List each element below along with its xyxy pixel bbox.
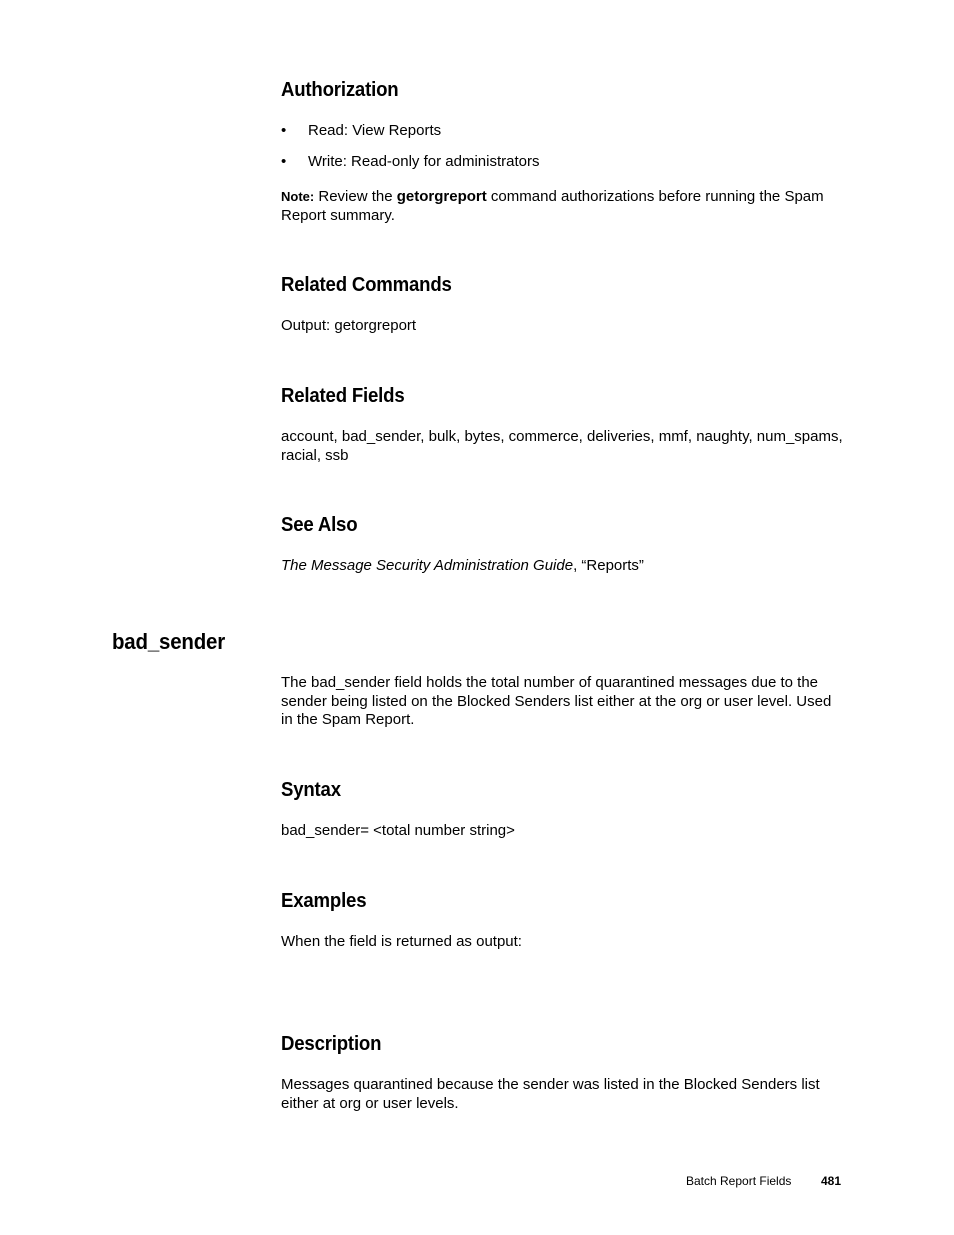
see-also-heading: See Also: [281, 514, 358, 536]
description-heading: Description: [281, 1033, 382, 1055]
bullet-icon: •: [281, 153, 287, 170]
related-commands-heading: Related Commands: [281, 274, 452, 296]
page-number: 481: [821, 1174, 842, 1188]
authorization-heading: Authorization: [281, 79, 399, 101]
note-label: Note:: [281, 189, 315, 204]
syntax-heading: Syntax: [281, 779, 341, 801]
footer-section-title: Batch Report Fields: [686, 1174, 792, 1188]
examples-text: When the field is returned as output:: [281, 933, 522, 950]
syntax-text: bad_sender= <total number string>: [281, 822, 515, 839]
bad-sender-description: The bad_sender field holds the total number of quarantined messages due to the sender being listed on the Blocked Senders list either at the org or user level. Used in the Spam Report.: [281, 674, 832, 728]
see-also-text: [281, 557, 846, 576]
bullet-text: Write: Read-only for administrators: [308, 153, 540, 170]
authorization-note: [281, 188, 846, 225]
examples-heading: Examples: [281, 890, 367, 912]
guide-title: The Message Security Administration Guide: [281, 557, 574, 574]
note-command: getorgreport: [396, 188, 487, 205]
bullet-icon: •: [281, 122, 287, 139]
see-also-rest: , “Reports”: [573, 557, 644, 574]
note-text-pre: Review the: [314, 188, 397, 205]
related-fields-text: account, bad_sender, bulk, bytes, commerce, deliveries, mmf, naughty, num_spams, racial, ssb: [281, 428, 843, 464]
related-commands-text: Output: getorgreport: [281, 317, 417, 334]
bullet-text: Read: View Reports: [308, 122, 442, 139]
bad-sender-title: bad_sender: [112, 629, 225, 654]
note-text-post: command authorizations before running the Spam Report summary.: [281, 188, 824, 224]
related-fields-heading: Related Fields: [281, 385, 405, 407]
description-text: Messages quarantined because the sender was listed in the Blocked Senders list either at org or user levels.: [281, 1076, 820, 1112]
